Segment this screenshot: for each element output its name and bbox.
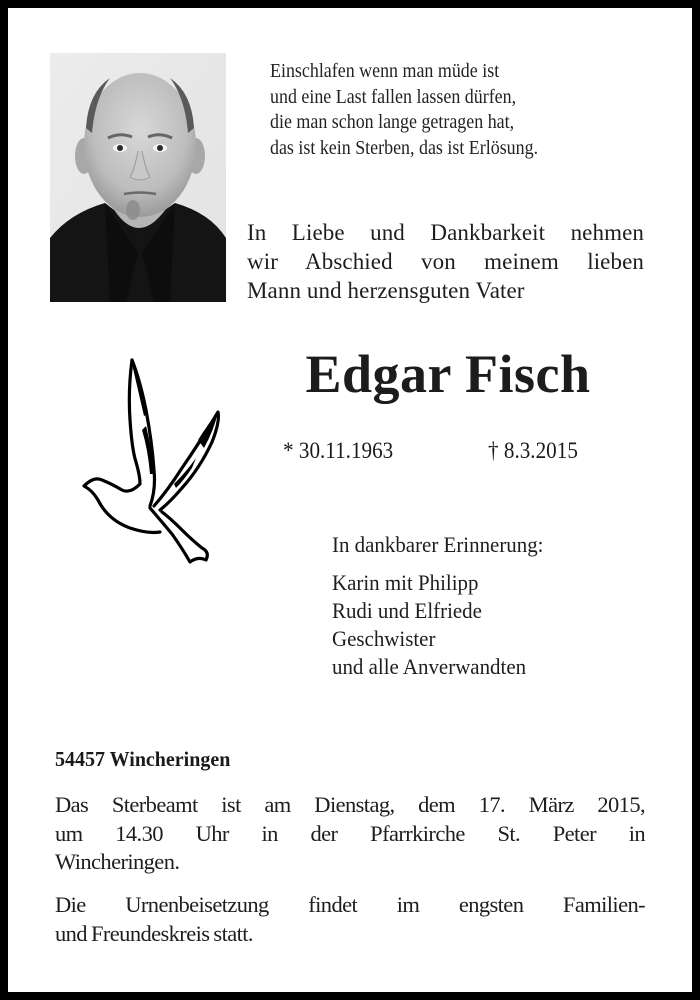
- intro-line: In Liebe und Dankbarkeit nehmen: [247, 220, 644, 245]
- portrait-photo: [50, 53, 226, 302]
- burial-line: Die Urnenbeisetzung findet im engsten Familien-: [55, 892, 645, 918]
- poem-line: und eine Last fallen lassen dürfen,: [270, 86, 517, 108]
- mourner-name: Geschwister: [332, 626, 436, 651]
- service-line: Das Sterbeamt ist am Dienstag, dem 17. März 2015,: [55, 792, 645, 817]
- service-details: [55, 791, 645, 963]
- service-paragraph: [55, 791, 645, 877]
- service-line: um 14.30 Uhr in der Pfarrkirche St. Peter in: [55, 820, 645, 846]
- mourner-name: Rudi und Elfriede: [332, 598, 482, 623]
- mourner-name: und alle Anverwandten: [332, 654, 527, 679]
- burial-line: und Freundeskreis statt.: [55, 920, 253, 946]
- service-line: Wincheringen.: [55, 849, 180, 875]
- death-date: † 8.3.2015: [488, 438, 578, 464]
- deceased-name: Edgar Fisch: [305, 344, 591, 404]
- poem-line: Einschlafen wenn man müde ist: [270, 61, 500, 82]
- mourner-name: Karin mit Philipp: [332, 570, 479, 595]
- location: 54457 Wincheringen: [55, 747, 231, 771]
- dove-icon: [70, 350, 226, 572]
- burial-paragraph: [55, 891, 645, 948]
- obituary-notice: [8, 8, 692, 992]
- intro-text: [247, 218, 644, 305]
- birth-date: * 30.11.1963: [283, 438, 394, 464]
- poem-line: die man schon lange getragen hat,: [270, 112, 515, 133]
- intro-line: Mann und herzensguten Vater: [247, 278, 525, 303]
- poem-line: das ist kein Sterben, das ist Erlösung.: [270, 137, 539, 159]
- mourners-block: [332, 531, 648, 681]
- poem: [270, 59, 638, 161]
- mourners-heading: In dankbarer Erinnerung:: [332, 532, 544, 557]
- intro-line: wir Abschied von meinem lieben: [247, 249, 644, 274]
